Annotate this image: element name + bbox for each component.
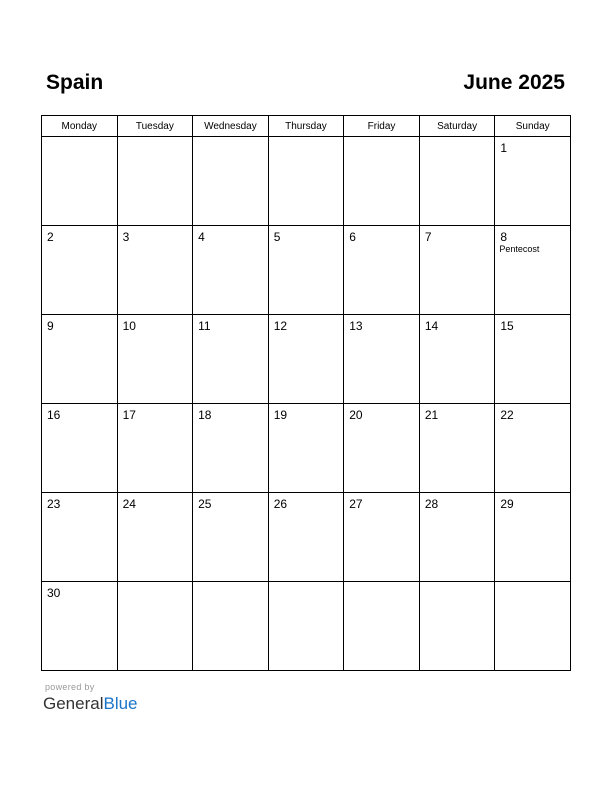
day-cell xyxy=(268,404,344,493)
day-cell xyxy=(268,315,344,404)
day-number: 3 xyxy=(122,230,130,244)
day-cell xyxy=(344,582,420,671)
day-number: 13 xyxy=(349,319,363,333)
day-number: 26 xyxy=(273,497,288,511)
day-cell xyxy=(344,315,420,404)
day-number: 2 xyxy=(47,230,54,244)
day-number: 15 xyxy=(500,319,514,333)
day-cell xyxy=(117,582,193,671)
day-number: 9 xyxy=(47,319,54,333)
day-cell xyxy=(42,582,118,671)
day-cell xyxy=(495,226,571,315)
day-number: 11 xyxy=(198,319,211,333)
day-number: 18 xyxy=(198,408,212,422)
powered-by-text: powered by xyxy=(45,682,95,692)
day-number: 1 xyxy=(500,141,508,155)
calendar-grid xyxy=(41,115,571,671)
weekday-thursday: Thursday xyxy=(268,116,344,137)
day-cell xyxy=(344,226,420,315)
day-number: 4 xyxy=(198,230,205,244)
day-cell xyxy=(42,226,118,315)
week-row-2 xyxy=(42,226,571,315)
day-cell xyxy=(495,493,571,582)
week-row-6 xyxy=(42,582,571,671)
day-number: 28 xyxy=(424,497,439,511)
day-cell xyxy=(42,315,118,404)
day-number: 12 xyxy=(273,319,288,333)
day-cell xyxy=(495,582,571,671)
day-number: 17 xyxy=(122,408,136,422)
weekday-sunday: Sunday xyxy=(495,116,571,137)
day-number: 7 xyxy=(424,230,432,244)
day-cell xyxy=(193,404,269,493)
day-cell xyxy=(419,582,495,671)
day-number: 10 xyxy=(122,319,136,333)
day-number: 6 xyxy=(349,230,356,244)
day-cell xyxy=(344,137,420,226)
weekday-monday: Monday xyxy=(42,116,118,137)
day-number: 8 xyxy=(500,230,508,244)
day-number: 14 xyxy=(424,319,439,333)
week-row-5 xyxy=(42,493,571,582)
day-cell xyxy=(268,582,344,671)
day-cell xyxy=(419,137,495,226)
footer-branding xyxy=(43,682,138,714)
day-number: 23 xyxy=(47,497,61,511)
day-number: 29 xyxy=(500,497,514,511)
week-row-1 xyxy=(42,137,571,226)
day-cell xyxy=(117,137,193,226)
weekday-saturday: Saturday xyxy=(419,116,495,137)
day-cell xyxy=(268,226,344,315)
week-row-4 xyxy=(42,404,571,493)
holiday-label: Pentecost xyxy=(499,244,540,254)
month-title: June 2025 xyxy=(463,71,565,94)
day-cell xyxy=(495,315,571,404)
day-cell xyxy=(419,226,495,315)
day-cell xyxy=(193,137,269,226)
day-cell xyxy=(419,404,495,493)
day-cell xyxy=(117,404,193,493)
weekday-friday: Friday xyxy=(344,116,420,137)
brand-blue-text: Blue xyxy=(103,694,138,713)
day-cell xyxy=(495,137,571,226)
day-number: 21 xyxy=(424,408,439,422)
day-cell xyxy=(495,404,571,493)
weekday-header xyxy=(42,116,571,137)
generalblue-logo[interactable] xyxy=(43,694,138,714)
day-cell xyxy=(193,582,269,671)
day-cell xyxy=(268,493,344,582)
weekday-wednesday: Wednesday xyxy=(193,116,269,137)
brand-general-text: General xyxy=(43,694,104,713)
day-cell xyxy=(117,226,193,315)
day-cell xyxy=(42,137,118,226)
country-title: Spain xyxy=(46,71,104,94)
day-number: 16 xyxy=(47,408,61,422)
day-cell xyxy=(344,493,420,582)
day-number: 19 xyxy=(273,408,288,422)
day-number: 27 xyxy=(349,497,363,511)
day-cell xyxy=(419,315,495,404)
week-row-3 xyxy=(42,315,571,404)
day-cell xyxy=(344,404,420,493)
day-cell xyxy=(117,493,193,582)
day-cell xyxy=(268,137,344,226)
day-cell xyxy=(117,315,193,404)
day-number: 30 xyxy=(47,586,61,600)
weekday-tuesday: Tuesday xyxy=(117,116,193,137)
day-number: 5 xyxy=(273,230,281,244)
day-cell xyxy=(193,493,269,582)
day-number: 25 xyxy=(198,497,212,511)
day-number: 24 xyxy=(122,497,136,511)
day-number: 22 xyxy=(500,408,514,422)
day-cell xyxy=(42,404,118,493)
day-number: 20 xyxy=(349,408,363,422)
day-cell xyxy=(42,493,118,582)
day-cell xyxy=(419,493,495,582)
day-cell xyxy=(193,226,269,315)
day-cell xyxy=(193,315,269,404)
